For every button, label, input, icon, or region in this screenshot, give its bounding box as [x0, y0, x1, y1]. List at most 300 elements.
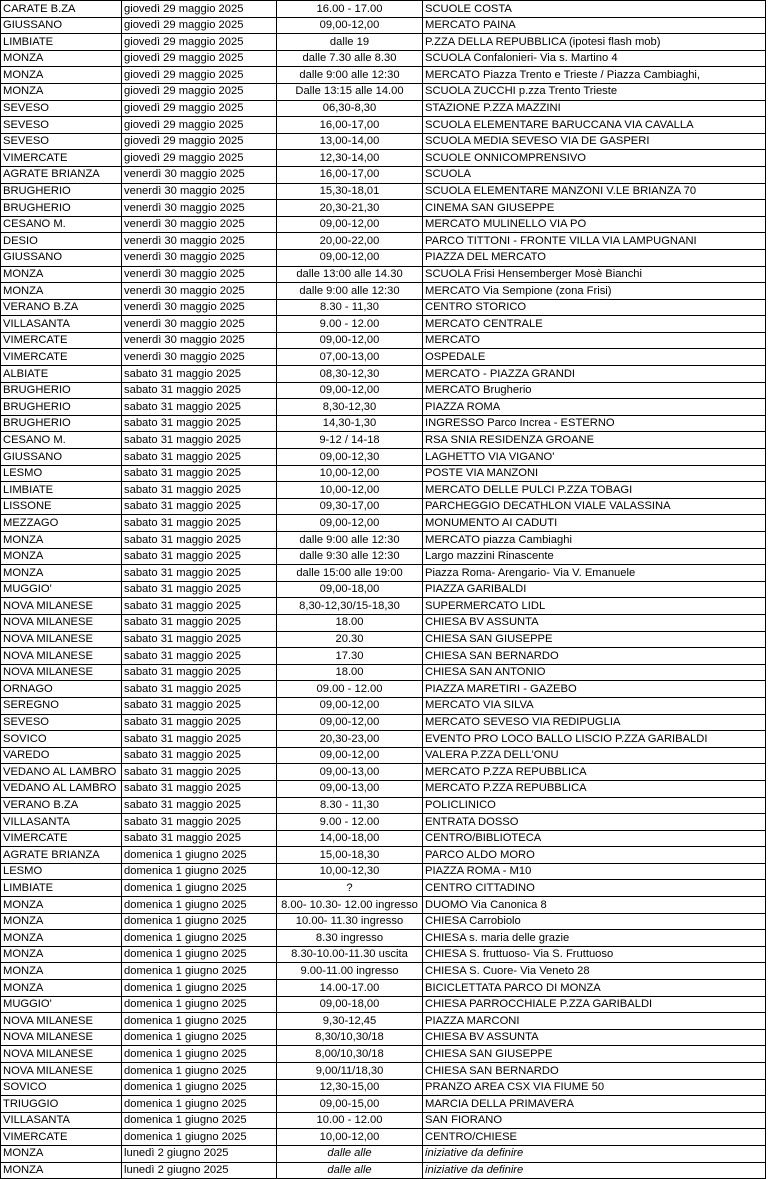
- date-cell: lunedì 2 giugno 2025: [122, 1162, 277, 1179]
- date-cell: giovedì 29 maggio 2025: [122, 150, 277, 167]
- time-cell: 8.30 - 11,30: [277, 299, 423, 316]
- date-cell: sabato 31 maggio 2025: [122, 714, 277, 731]
- table-row: [1, 764, 766, 781]
- time-cell: 09,00-15,00: [277, 1096, 423, 1113]
- city-cell: NOVA MILANESE: [1, 614, 122, 631]
- city-cell: VEDANO AL LAMBRO: [1, 780, 122, 797]
- time-cell: 9,00/11/18,30: [277, 1063, 423, 1080]
- date-cell: sabato 31 maggio 2025: [122, 731, 277, 748]
- time-cell: 09,00-12,00: [277, 515, 423, 532]
- time-cell: 09,00-12,00: [277, 249, 423, 266]
- location-cell: SUPERMERCATO LIDL: [423, 598, 766, 615]
- city-cell: MEZZAGO: [1, 515, 122, 532]
- time-cell: 9.00 - 12.00: [277, 316, 423, 333]
- date-cell: giovedì 29 maggio 2025: [122, 50, 277, 67]
- time-cell: 17.30: [277, 648, 423, 665]
- city-cell: LIMBIATE: [1, 880, 122, 897]
- table-row: [1, 681, 766, 698]
- table-row: [1, 631, 766, 648]
- city-cell: SEVESO: [1, 117, 122, 134]
- date-cell: domenica 1 giugno 2025: [122, 1029, 277, 1046]
- location-cell: SCUOLE COSTA: [423, 1, 766, 18]
- city-cell: BRUGHERIO: [1, 399, 122, 416]
- time-cell: 10,00-12,00: [277, 482, 423, 499]
- table-row: [1, 1013, 766, 1030]
- table-row: [1, 133, 766, 150]
- date-cell: giovedì 29 maggio 2025: [122, 100, 277, 117]
- date-cell: domenica 1 giugno 2025: [122, 930, 277, 947]
- date-cell: domenica 1 giugno 2025: [122, 963, 277, 980]
- time-cell: 10,00-12,00: [277, 1129, 423, 1146]
- location-cell: CHIESA S. Cuore- Via Veneto 28: [423, 963, 766, 980]
- table-row: [1, 797, 766, 814]
- date-cell: domenica 1 giugno 2025: [122, 897, 277, 914]
- date-cell: venerdì 30 maggio 2025: [122, 299, 277, 316]
- city-cell: MONZA: [1, 980, 122, 997]
- city-cell: MONZA: [1, 946, 122, 963]
- date-cell: domenica 1 giugno 2025: [122, 1112, 277, 1129]
- date-cell: venerdì 30 maggio 2025: [122, 183, 277, 200]
- time-cell: 8.30 - 11,30: [277, 797, 423, 814]
- location-cell: STAZIONE P.ZZA MAZZINI: [423, 100, 766, 117]
- table-row: [1, 233, 766, 250]
- city-cell: MONZA: [1, 548, 122, 565]
- city-cell: MUGGIO': [1, 996, 122, 1013]
- location-cell: EVENTO PRO LOCO BALLO LISCIO P.ZZA GARIBALDI: [423, 731, 766, 748]
- date-cell: domenica 1 giugno 2025: [122, 946, 277, 963]
- table-row: [1, 83, 766, 100]
- city-cell: MONZA: [1, 897, 122, 914]
- table-row: [1, 1145, 766, 1162]
- city-cell: NOVA MILANESE: [1, 631, 122, 648]
- location-cell: SCUOLA MEDIA SEVESO VIA DE GASPERI: [423, 133, 766, 150]
- city-cell: MONZA: [1, 532, 122, 549]
- date-cell: venerdì 30 maggio 2025: [122, 349, 277, 366]
- date-cell: domenica 1 giugno 2025: [122, 863, 277, 880]
- location-cell: P.ZZA DELLA REPUBBLICA (ipotesi flash mob): [423, 34, 766, 51]
- table-row: [1, 1096, 766, 1113]
- city-cell: LIMBIATE: [1, 482, 122, 499]
- city-cell: BRUGHERIO: [1, 415, 122, 432]
- city-cell: VEDANO AL LAMBRO: [1, 764, 122, 781]
- time-cell: 09,30-17,00: [277, 498, 423, 515]
- city-cell: SOVICO: [1, 731, 122, 748]
- date-cell: sabato 31 maggio 2025: [122, 681, 277, 698]
- location-cell: CHIESA SAN BERNARDO: [423, 648, 766, 665]
- location-cell: PARCO TITTONI - FRONTE VILLA VIA LAMPUGNANI: [423, 233, 766, 250]
- date-cell: domenica 1 giugno 2025: [122, 996, 277, 1013]
- time-cell: dalle 9:00 alle 12:30: [277, 67, 423, 84]
- date-cell: sabato 31 maggio 2025: [122, 830, 277, 847]
- table-row: [1, 266, 766, 283]
- time-cell: 09,00-12,00: [277, 382, 423, 399]
- location-cell: MERCATO Brugherio: [423, 382, 766, 399]
- city-cell: CESANO M.: [1, 432, 122, 449]
- time-cell: 8,00/10,30/18: [277, 1046, 423, 1063]
- city-cell: VIMERCATE: [1, 830, 122, 847]
- location-cell: CHIESA SAN BERNARDO: [423, 1063, 766, 1080]
- city-cell: ALBIATE: [1, 366, 122, 383]
- location-cell: CHIESA s. maria delle grazie: [423, 930, 766, 947]
- date-cell: venerdì 30 maggio 2025: [122, 332, 277, 349]
- city-cell: BRUGHERIO: [1, 382, 122, 399]
- location-cell: BICICLETTATA PARCO DI MONZA: [423, 980, 766, 997]
- date-cell: sabato 31 maggio 2025: [122, 697, 277, 714]
- table-row: [1, 432, 766, 449]
- time-cell: 18.00: [277, 664, 423, 681]
- table-row: [1, 100, 766, 117]
- date-cell: sabato 31 maggio 2025: [122, 415, 277, 432]
- city-cell: BRUGHERIO: [1, 183, 122, 200]
- city-cell: LISSONE: [1, 498, 122, 515]
- time-cell: dalle 9:30 alle 12:30: [277, 548, 423, 565]
- time-cell: 9-12 / 14-18: [277, 432, 423, 449]
- location-cell: CHIESA SAN GIUSEPPE: [423, 631, 766, 648]
- table-row: [1, 714, 766, 731]
- table-row: [1, 449, 766, 466]
- date-cell: giovedì 29 maggio 2025: [122, 67, 277, 84]
- table-row: [1, 847, 766, 864]
- location-cell: SCUOLA: [423, 166, 766, 183]
- date-cell: sabato 31 maggio 2025: [122, 648, 277, 665]
- location-cell: MERCATO MULINELLO VIA PO: [423, 216, 766, 233]
- date-cell: domenica 1 giugno 2025: [122, 980, 277, 997]
- date-cell: venerdì 30 maggio 2025: [122, 316, 277, 333]
- table-row: [1, 349, 766, 366]
- city-cell: VIMERCATE: [1, 332, 122, 349]
- location-cell: MERCATO P.ZZA REPUBBLICA: [423, 780, 766, 797]
- table-row: [1, 283, 766, 300]
- time-cell: 09,00-13,00: [277, 780, 423, 797]
- table-row: [1, 548, 766, 565]
- location-cell: POSTE VIA MANZONI: [423, 465, 766, 482]
- time-cell: 10.00- 11.30 ingresso: [277, 913, 423, 930]
- city-cell: VIMERCATE: [1, 1129, 122, 1146]
- time-cell: 18.00: [277, 614, 423, 631]
- time-cell: 09,00-12,00: [277, 697, 423, 714]
- city-cell: VERANO B.ZA: [1, 797, 122, 814]
- city-cell: MONZA: [1, 83, 122, 100]
- city-cell: NOVA MILANESE: [1, 1063, 122, 1080]
- location-cell: VALERA P.ZZA DELL'ONU: [423, 747, 766, 764]
- location-cell: iniziative da definire: [423, 1145, 766, 1162]
- date-cell: giovedì 29 maggio 2025: [122, 1, 277, 18]
- location-cell: POLICLINICO: [423, 797, 766, 814]
- location-cell: CHIESA BV ASSUNTA: [423, 614, 766, 631]
- date-cell: domenica 1 giugno 2025: [122, 1046, 277, 1063]
- location-cell: CENTRO STORICO: [423, 299, 766, 316]
- time-cell: dalle 7.30 alle 8.30: [277, 50, 423, 67]
- date-cell: giovedì 29 maggio 2025: [122, 133, 277, 150]
- location-cell: PRANZO AREA CSX VIA FIUME 50: [423, 1079, 766, 1096]
- city-cell: NOVA MILANESE: [1, 598, 122, 615]
- date-cell: sabato 31 maggio 2025: [122, 747, 277, 764]
- date-cell: sabato 31 maggio 2025: [122, 465, 277, 482]
- time-cell: 10,00-12,30: [277, 863, 423, 880]
- table-row: [1, 946, 766, 963]
- city-cell: VIMERCATE: [1, 150, 122, 167]
- table-row: [1, 17, 766, 34]
- time-cell: 07,00-13,00: [277, 349, 423, 366]
- location-cell: LAGHETTO VIA VIGANO': [423, 449, 766, 466]
- city-cell: VIMERCATE: [1, 349, 122, 366]
- time-cell: 8.30 ingresso: [277, 930, 423, 947]
- location-cell: MERCATO SEVESO VIA REDIPUGLIA: [423, 714, 766, 731]
- city-cell: SEVESO: [1, 100, 122, 117]
- date-cell: venerdì 30 maggio 2025: [122, 200, 277, 217]
- city-cell: SEREGNO: [1, 697, 122, 714]
- location-cell: CHIESA SAN GIUSEPPE: [423, 1046, 766, 1063]
- time-cell: 15,00-18,30: [277, 847, 423, 864]
- time-cell: dalle 9:00 alle 12:30: [277, 283, 423, 300]
- time-cell: 9,30-12,45: [277, 1013, 423, 1030]
- date-cell: domenica 1 giugno 2025: [122, 913, 277, 930]
- date-cell: sabato 31 maggio 2025: [122, 764, 277, 781]
- time-cell: 16.00 - 17.00: [277, 1, 423, 18]
- date-cell: venerdì 30 maggio 2025: [122, 249, 277, 266]
- city-cell: NOVA MILANESE: [1, 1046, 122, 1063]
- city-cell: AGRATE BRIANZA: [1, 166, 122, 183]
- time-cell: 09,00-12,00: [277, 747, 423, 764]
- time-cell: dalle alle: [277, 1162, 423, 1179]
- city-cell: MONZA: [1, 565, 122, 582]
- location-cell: MERCATO DELLE PULCI P.ZZA TOBAGI: [423, 482, 766, 499]
- city-cell: NOVA MILANESE: [1, 648, 122, 665]
- location-cell: DUOMO Via Canonica 8: [423, 897, 766, 914]
- table-row: [1, 1029, 766, 1046]
- location-cell: SAN FIORANO: [423, 1112, 766, 1129]
- table-row: [1, 249, 766, 266]
- location-cell: MERCATO piazza Cambiaghi: [423, 532, 766, 549]
- date-cell: domenica 1 giugno 2025: [122, 880, 277, 897]
- table-row: [1, 897, 766, 914]
- date-cell: sabato 31 maggio 2025: [122, 382, 277, 399]
- date-cell: sabato 31 maggio 2025: [122, 814, 277, 831]
- date-cell: venerdì 30 maggio 2025: [122, 166, 277, 183]
- date-cell: sabato 31 maggio 2025: [122, 366, 277, 383]
- city-cell: CESANO M.: [1, 216, 122, 233]
- date-cell: domenica 1 giugno 2025: [122, 847, 277, 864]
- date-cell: venerdì 30 maggio 2025: [122, 233, 277, 250]
- table-row: [1, 565, 766, 582]
- time-cell: dalle 15:00 alle 19:00: [277, 565, 423, 582]
- time-cell: 06,30-8,30: [277, 100, 423, 117]
- city-cell: NOVA MILANESE: [1, 664, 122, 681]
- table-row: [1, 996, 766, 1013]
- table-row: [1, 880, 766, 897]
- table-row: [1, 1129, 766, 1146]
- time-cell: 10.00 - 12.00: [277, 1112, 423, 1129]
- location-cell: MERCATO VIA SILVA: [423, 697, 766, 714]
- location-cell: CHIESA BV ASSUNTA: [423, 1029, 766, 1046]
- time-cell: 09,00-18,00: [277, 581, 423, 598]
- time-cell: dalle 9:00 alle 12:30: [277, 532, 423, 549]
- table-row: [1, 482, 766, 499]
- time-cell: 8,30-12,30: [277, 399, 423, 416]
- city-cell: LESMO: [1, 465, 122, 482]
- time-cell: 09,00-12,00: [277, 216, 423, 233]
- date-cell: sabato 31 maggio 2025: [122, 565, 277, 582]
- city-cell: VILLASANTA: [1, 1112, 122, 1129]
- table-row: [1, 1063, 766, 1080]
- city-cell: MONZA: [1, 1162, 122, 1179]
- location-cell: MERCATO Via Sempione (zona Frisi): [423, 283, 766, 300]
- table-row: [1, 150, 766, 167]
- table-row: [1, 697, 766, 714]
- location-cell: MERCATO - PIAZZA GRANDI: [423, 366, 766, 383]
- table-row: [1, 664, 766, 681]
- table-row: [1, 465, 766, 482]
- table-row: [1, 648, 766, 665]
- location-cell: PIAZZA MARETIRI - GAZEBO: [423, 681, 766, 698]
- table-row: [1, 332, 766, 349]
- table-row: [1, 299, 766, 316]
- location-cell: CENTRO/CHIESE: [423, 1129, 766, 1146]
- location-cell: INGRESSO Parco Increa - ESTERNO: [423, 415, 766, 432]
- table-row: [1, 532, 766, 549]
- date-cell: sabato 31 maggio 2025: [122, 598, 277, 615]
- time-cell: ?: [277, 880, 423, 897]
- date-cell: venerdì 30 maggio 2025: [122, 216, 277, 233]
- date-cell: sabato 31 maggio 2025: [122, 631, 277, 648]
- city-cell: MONZA: [1, 1145, 122, 1162]
- city-cell: ORNAGO: [1, 681, 122, 698]
- time-cell: 15,30-18,01: [277, 183, 423, 200]
- time-cell: 09,00-12,30: [277, 449, 423, 466]
- city-cell: NOVA MILANESE: [1, 1013, 122, 1030]
- location-cell: CENTRO CITTADINO: [423, 880, 766, 897]
- time-cell: 14.00-17.00: [277, 980, 423, 997]
- city-cell: TRIUGGIO: [1, 1096, 122, 1113]
- city-cell: SOVICO: [1, 1079, 122, 1096]
- time-cell: 14,00-18,00: [277, 830, 423, 847]
- time-cell: 10,00-12,00: [277, 465, 423, 482]
- time-cell: dalle 19: [277, 34, 423, 51]
- table-row: [1, 382, 766, 399]
- time-cell: 20.30: [277, 631, 423, 648]
- time-cell: 09.00 - 12.00: [277, 681, 423, 698]
- location-cell: CINEMA SAN GIUSEPPE: [423, 200, 766, 217]
- city-cell: DESIO: [1, 233, 122, 250]
- time-cell: 20,30-23,00: [277, 731, 423, 748]
- date-cell: sabato 31 maggio 2025: [122, 515, 277, 532]
- table-row: [1, 614, 766, 631]
- location-cell: MERCATO Piazza Trento e Trieste / Piazza Cambiaghi,: [423, 67, 766, 84]
- table-row: [1, 913, 766, 930]
- date-cell: sabato 31 maggio 2025: [122, 664, 277, 681]
- location-cell: PIAZZA ROMA - M10: [423, 863, 766, 880]
- date-cell: sabato 31 maggio 2025: [122, 797, 277, 814]
- date-cell: lunedì 2 giugno 2025: [122, 1145, 277, 1162]
- city-cell: MONZA: [1, 930, 122, 947]
- location-cell: SCUOLE ONNICOMPRENSIVO: [423, 150, 766, 167]
- city-cell: MONZA: [1, 266, 122, 283]
- location-cell: PIAZZA DEL MERCATO: [423, 249, 766, 266]
- city-cell: GIUSSANO: [1, 449, 122, 466]
- time-cell: dalle alle: [277, 1145, 423, 1162]
- location-cell: RSA SNIA RESIDENZA GROANE: [423, 432, 766, 449]
- table-row: [1, 1079, 766, 1096]
- date-cell: giovedì 29 maggio 2025: [122, 17, 277, 34]
- city-cell: SEVESO: [1, 133, 122, 150]
- table-row: [1, 67, 766, 84]
- time-cell: 09,00-12,00: [277, 714, 423, 731]
- location-cell: PIAZZA GARIBALDI: [423, 581, 766, 598]
- city-cell: MONZA: [1, 50, 122, 67]
- date-cell: giovedì 29 maggio 2025: [122, 117, 277, 134]
- date-cell: domenica 1 giugno 2025: [122, 1063, 277, 1080]
- location-cell: PIAZZA MARCONI: [423, 1013, 766, 1030]
- table-row: [1, 814, 766, 831]
- date-cell: venerdì 30 maggio 2025: [122, 266, 277, 283]
- table-row: [1, 1046, 766, 1063]
- city-cell: BRUGHERIO: [1, 200, 122, 217]
- date-cell: domenica 1 giugno 2025: [122, 1013, 277, 1030]
- time-cell: Dalle 13:15 alle 14.00: [277, 83, 423, 100]
- city-cell: MONZA: [1, 913, 122, 930]
- city-cell: MUGGIO': [1, 581, 122, 598]
- table-row: [1, 50, 766, 67]
- city-cell: NOVA MILANESE: [1, 1029, 122, 1046]
- date-cell: sabato 31 maggio 2025: [122, 399, 277, 416]
- city-cell: VILLASANTA: [1, 814, 122, 831]
- table-row: [1, 1, 766, 18]
- time-cell: 8.30-10.00-11.30 uscita: [277, 946, 423, 963]
- table-row: [1, 930, 766, 947]
- time-cell: 09,00-18,00: [277, 996, 423, 1013]
- table-row: [1, 515, 766, 532]
- time-cell: 13,00-14,00: [277, 133, 423, 150]
- city-cell: VERANO B.ZA: [1, 299, 122, 316]
- date-cell: domenica 1 giugno 2025: [122, 1129, 277, 1146]
- table-row: [1, 366, 766, 383]
- date-cell: domenica 1 giugno 2025: [122, 1096, 277, 1113]
- location-cell: PARCHEGGIO DECATHLON VIALE VALASSINA: [423, 498, 766, 515]
- table-row: [1, 1112, 766, 1129]
- date-cell: giovedì 29 maggio 2025: [122, 83, 277, 100]
- location-cell: CHIESA Carrobiolo: [423, 913, 766, 930]
- location-cell: SCUOLA Frisi Hensemberger Mosè Bianchi: [423, 266, 766, 283]
- location-cell: SCUOLA Confalonieri- Via s. Martino 4: [423, 50, 766, 67]
- table-row: [1, 316, 766, 333]
- table-row: [1, 830, 766, 847]
- date-cell: domenica 1 giugno 2025: [122, 1079, 277, 1096]
- time-cell: 8,30-12,30/15-18,30: [277, 598, 423, 615]
- time-cell: 8,30/10,30/18: [277, 1029, 423, 1046]
- date-cell: sabato 31 maggio 2025: [122, 548, 277, 565]
- location-cell: ENTRATA DOSSO: [423, 814, 766, 831]
- date-cell: sabato 31 maggio 2025: [122, 532, 277, 549]
- time-cell: 20,30-21,30: [277, 200, 423, 217]
- location-cell: MERCATO PAINA: [423, 17, 766, 34]
- table-row: [1, 216, 766, 233]
- date-cell: sabato 31 maggio 2025: [122, 482, 277, 499]
- location-cell: SCUOLA ELEMENTARE MANZONI V.LE BRIANZA 70: [423, 183, 766, 200]
- table-row: [1, 498, 766, 515]
- table-row: [1, 980, 766, 997]
- time-cell: 9.00-11.00 ingresso: [277, 963, 423, 980]
- time-cell: 14,30-1,30: [277, 415, 423, 432]
- location-cell: MARCIA DELLA PRIMAVERA: [423, 1096, 766, 1113]
- location-cell: Piazza Roma- Arengario- Via V. Emanuele: [423, 565, 766, 582]
- time-cell: 08,30-12,30: [277, 366, 423, 383]
- time-cell: 16,00-17,00: [277, 166, 423, 183]
- table-row: [1, 780, 766, 797]
- table-row: [1, 183, 766, 200]
- location-cell: PARCO ALDO MORO: [423, 847, 766, 864]
- table-row: [1, 963, 766, 980]
- table-row: [1, 166, 766, 183]
